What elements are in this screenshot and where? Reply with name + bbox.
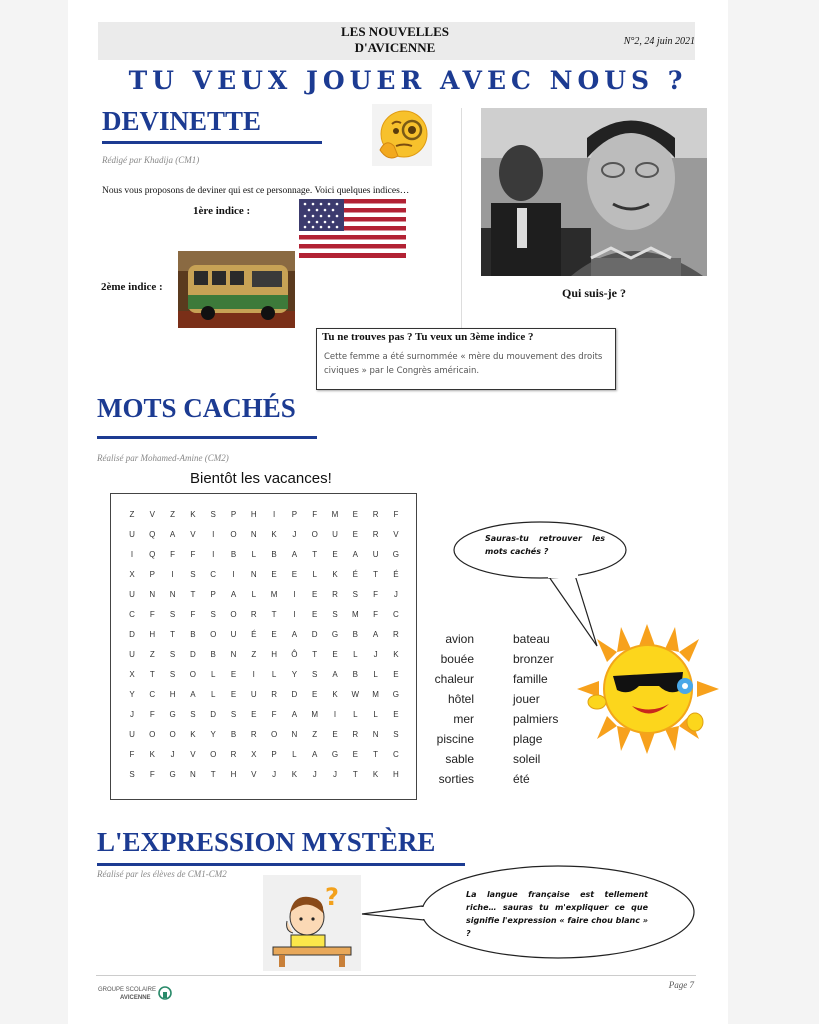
child-thinking-illustration bbox=[263, 875, 361, 971]
grid-letter: D bbox=[210, 710, 217, 719]
grid-letter: L bbox=[292, 750, 297, 759]
banner-title: TU VEUX JOUER AVEC NOUS ? bbox=[128, 66, 688, 95]
grid-letter: W bbox=[351, 690, 360, 699]
grid-letter: O bbox=[311, 530, 318, 539]
grid-letter: E bbox=[332, 730, 338, 739]
bubble-1-text: Sauras-tu retrouver les mots cachés ? bbox=[485, 534, 605, 556]
grid-letter: L bbox=[210, 670, 216, 679]
grid-letter: B bbox=[271, 550, 277, 559]
grid-letter: L bbox=[373, 670, 378, 679]
grid-letter: J bbox=[292, 530, 297, 539]
grid-letter: C bbox=[129, 610, 135, 619]
word-list-item: jouer bbox=[513, 692, 540, 706]
grid-letter: R bbox=[372, 510, 379, 519]
grid-letter: I bbox=[293, 590, 296, 599]
title-line-1: LES NOUVELLES bbox=[340, 24, 449, 39]
grid-letter: Z bbox=[149, 650, 155, 659]
word-list-item: hôtel bbox=[447, 692, 474, 706]
grid-letter: S bbox=[210, 610, 216, 619]
grid-letter: N bbox=[169, 590, 176, 599]
page-number: Page 7 bbox=[668, 980, 694, 990]
logo-line-2: AVICENNE bbox=[120, 995, 151, 1001]
grid-letter: L bbox=[353, 710, 358, 719]
grid-letter: O bbox=[189, 670, 196, 679]
grid-letter: K bbox=[332, 690, 338, 699]
grid-letter: L bbox=[271, 670, 277, 679]
devinette-byline: Rédigé par Khadija (CM1) bbox=[102, 155, 200, 165]
grid-letter: R bbox=[230, 750, 237, 759]
hint-1-label: 1ère indice : bbox=[193, 205, 251, 217]
grid-letter: S bbox=[332, 610, 338, 619]
grid-letter: H bbox=[149, 630, 156, 639]
grid-letter: U bbox=[129, 730, 135, 739]
grid-letter: U bbox=[372, 550, 379, 559]
word-search-letters bbox=[122, 510, 412, 790]
mots-caches-subtitle: Bientôt les vacances! bbox=[190, 470, 332, 487]
word-list-item: sable bbox=[445, 752, 474, 766]
grid-letter: N bbox=[291, 730, 298, 739]
grid-letter: E bbox=[312, 590, 318, 599]
grid-letter: O bbox=[270, 730, 278, 739]
grid-letter: S bbox=[312, 670, 318, 679]
grid-letter: U bbox=[129, 530, 135, 539]
grid-letter: F bbox=[312, 510, 318, 519]
word-list-item: sorties bbox=[438, 772, 474, 786]
grid-letter: U bbox=[332, 530, 338, 539]
grid-letter: G bbox=[331, 630, 339, 639]
grid-letter: T bbox=[149, 670, 155, 679]
footer-line bbox=[96, 975, 696, 976]
grid-letter: A bbox=[291, 710, 298, 719]
grid-letter: H bbox=[250, 510, 257, 519]
grid-letter: V bbox=[190, 750, 196, 759]
grid-letter: J bbox=[312, 770, 317, 779]
grid-letter: T bbox=[312, 650, 318, 659]
grid-letter: H bbox=[169, 690, 176, 699]
grid-letter: L bbox=[373, 710, 378, 719]
grid-letter: K bbox=[332, 570, 338, 579]
grid-letter: K bbox=[190, 510, 196, 519]
grid-letter: L bbox=[353, 650, 358, 659]
grid-letter: M bbox=[372, 690, 379, 699]
mots-caches-title: MOTS CACHÉS bbox=[97, 393, 296, 423]
grid-letter: V bbox=[251, 770, 257, 779]
grid-letter: K bbox=[372, 770, 379, 779]
logo-line-1: GROUPE SCOLAIRE bbox=[98, 987, 157, 993]
grid-letter: X bbox=[129, 570, 135, 579]
grid-letter: O bbox=[210, 630, 217, 639]
mots-caches-underline bbox=[97, 436, 317, 439]
grid-letter: F bbox=[170, 550, 176, 559]
grid-letter: Y bbox=[291, 670, 298, 679]
hint-2-label: 2ème indice : bbox=[101, 281, 163, 293]
grid-letter: F bbox=[149, 610, 155, 619]
grid-letter: O bbox=[230, 530, 237, 539]
grid-letter: J bbox=[130, 710, 134, 719]
grid-letter: T bbox=[352, 770, 358, 779]
grid-letter: I bbox=[333, 710, 337, 719]
mots-caches-byline: Réalisé par Mohamed-Amine (CM2) bbox=[97, 453, 229, 463]
grid-letter: Z bbox=[129, 510, 135, 519]
grid-letter: E bbox=[312, 690, 318, 699]
expression-byline: Réalisé par les élèves de CM1-CM2 bbox=[97, 869, 227, 879]
grid-letter: K bbox=[393, 650, 399, 659]
grid-letter: J bbox=[333, 770, 337, 779]
grid-letter: A bbox=[190, 690, 196, 699]
grid-letter: S bbox=[169, 610, 176, 619]
grid-letter: G bbox=[392, 550, 399, 559]
word-list-item: bateau bbox=[513, 632, 550, 646]
grid-letter: É bbox=[251, 630, 257, 639]
grid-letter: M bbox=[270, 590, 278, 599]
title-line-2: D'AVICENNE bbox=[354, 40, 436, 55]
grid-letter: N bbox=[372, 730, 379, 739]
grid-letter: F bbox=[190, 550, 196, 559]
grid-letter: B bbox=[230, 550, 237, 559]
grid-letter: T bbox=[312, 550, 318, 559]
sun-sunglasses-icon bbox=[577, 624, 719, 754]
grid-letter: C bbox=[393, 610, 399, 619]
word-list-item: avion bbox=[445, 632, 474, 646]
grid-letter: E bbox=[251, 710, 257, 719]
grid-letter: C bbox=[393, 750, 399, 759]
grid-letter: C bbox=[210, 570, 217, 579]
grid-letter: F bbox=[190, 610, 196, 619]
grid-letter: T bbox=[373, 750, 379, 759]
grid-letter: Y bbox=[129, 690, 135, 699]
grid-letter: F bbox=[129, 750, 135, 759]
grid-letter: P bbox=[149, 570, 155, 579]
grid-letter: M bbox=[331, 510, 339, 519]
grid-letter: D bbox=[129, 630, 135, 639]
grid-letter: I bbox=[130, 550, 134, 559]
grid-letter: H bbox=[230, 770, 237, 779]
grid-letter: X bbox=[251, 750, 257, 759]
grid-letter: M bbox=[351, 610, 359, 619]
grid-letter: R bbox=[372, 530, 379, 539]
newspaper-title bbox=[300, 24, 490, 56]
grid-letter: O bbox=[169, 730, 176, 739]
grid-letter: L bbox=[251, 590, 257, 599]
grid-letter: E bbox=[352, 750, 358, 759]
grid-letter: A bbox=[291, 550, 298, 559]
grid-letter: E bbox=[271, 570, 277, 579]
grid-letter: B bbox=[352, 670, 358, 679]
grid-letter: G bbox=[392, 690, 399, 699]
grid-letter: A bbox=[169, 530, 176, 539]
devinette-underline bbox=[102, 141, 322, 144]
grid-letter: I bbox=[212, 530, 215, 539]
grid-letter: U bbox=[250, 690, 257, 699]
bus-photo bbox=[178, 251, 295, 328]
grid-letter: V bbox=[149, 510, 155, 519]
expression-title: L'EXPRESSION MYSTÈRE bbox=[97, 827, 436, 857]
grid-letter: Z bbox=[312, 730, 318, 739]
word-list-item: plage bbox=[513, 732, 543, 746]
word-list-item: mer bbox=[453, 712, 474, 726]
grid-letter: J bbox=[170, 750, 175, 759]
us-flag-icon bbox=[299, 199, 406, 258]
grid-letter: G bbox=[331, 750, 339, 759]
grid-letter: A bbox=[352, 550, 358, 559]
grid-letter: T bbox=[170, 630, 176, 639]
school-logo bbox=[98, 986, 156, 1002]
grid-letter: Y bbox=[210, 730, 216, 739]
grid-letter: L bbox=[251, 550, 257, 559]
grid-letter: D bbox=[311, 630, 318, 639]
grid-letter: X bbox=[129, 670, 135, 679]
word-list-item: famille bbox=[513, 672, 548, 686]
grid-letter: A bbox=[230, 590, 237, 599]
grid-letter: O bbox=[230, 610, 237, 619]
word-list-item: été bbox=[513, 772, 530, 786]
grid-letter: F bbox=[149, 710, 155, 719]
mystery-person-photo bbox=[481, 108, 707, 276]
grid-letter: D bbox=[190, 650, 196, 659]
grid-letter: U bbox=[129, 590, 135, 599]
grid-letter: G bbox=[169, 770, 176, 779]
grid-letter: S bbox=[129, 770, 135, 779]
grid-letter: E bbox=[393, 670, 399, 679]
grid-letter: S bbox=[169, 670, 176, 679]
grid-letter: S bbox=[190, 710, 196, 719]
grid-letter: R bbox=[250, 610, 257, 619]
grid-letter: K bbox=[291, 770, 298, 779]
hint-3-title: Tu ne trouves pas ? Tu veux un 3ème indice ? bbox=[322, 331, 534, 343]
grid-letter: N bbox=[230, 650, 237, 659]
grid-letter: O bbox=[210, 750, 217, 759]
grid-letter: E bbox=[332, 650, 338, 659]
grid-letter: B bbox=[190, 630, 196, 639]
question-label: Qui suis-je ? bbox=[561, 286, 626, 300]
hint-3-text: Cette femme a été surnommée « mère du mouvement des droits civiques » par le Congrès américain. bbox=[324, 352, 603, 376]
grid-letter: M bbox=[311, 710, 319, 719]
issue-date: N°2, 24 juin 2021 bbox=[623, 36, 695, 47]
grid-letter: Z bbox=[170, 510, 176, 519]
grid-letter: J bbox=[272, 770, 277, 779]
grid-letter: A bbox=[291, 630, 298, 639]
grid-letter: F bbox=[373, 590, 379, 599]
grid-letter: E bbox=[352, 530, 358, 539]
grid-letter: V bbox=[393, 530, 399, 539]
grid-letter: B bbox=[210, 650, 216, 659]
grid-letter: R bbox=[332, 590, 338, 599]
word-list-item: piscine bbox=[436, 732, 474, 746]
grid-letter: A bbox=[332, 670, 338, 679]
grid-letter: S bbox=[230, 710, 237, 719]
grid-letter: P bbox=[291, 510, 298, 519]
grid-letter: R bbox=[250, 730, 257, 739]
grid-letter: I bbox=[212, 550, 215, 559]
grid-letter: J bbox=[373, 650, 378, 659]
grid-letter: I bbox=[171, 570, 174, 579]
grid-letter: K bbox=[271, 530, 277, 539]
grid-letter: H bbox=[271, 650, 277, 659]
grid-letter: E bbox=[312, 610, 318, 619]
grid-letter: I bbox=[252, 670, 255, 679]
grid-letter: É bbox=[393, 570, 399, 579]
grid-letter: S bbox=[190, 570, 196, 579]
grid-letter: S bbox=[210, 510, 216, 519]
word-list-item: palmiers bbox=[513, 712, 559, 726]
word-list-item: soleil bbox=[513, 752, 541, 766]
grid-letter: Q bbox=[149, 530, 156, 539]
devinette-title: DEVINETTE bbox=[102, 106, 262, 136]
grid-letter: F bbox=[373, 610, 379, 619]
grid-letter: F bbox=[149, 770, 155, 779]
grid-letter: T bbox=[373, 570, 379, 579]
grid-letter: P bbox=[271, 750, 277, 759]
grid-letter: R bbox=[393, 630, 399, 639]
grid-letter: I bbox=[272, 510, 276, 519]
grid-letter: D bbox=[291, 690, 298, 699]
grid-letter: K bbox=[149, 750, 155, 759]
thinking-face-icon bbox=[372, 104, 432, 166]
grid-letter: U bbox=[129, 650, 135, 659]
grid-letter: Q bbox=[149, 550, 156, 559]
grid-letter: E bbox=[230, 690, 237, 699]
grid-letter: E bbox=[230, 670, 237, 679]
grid-letter: I bbox=[293, 610, 296, 619]
grid-letter: É bbox=[352, 570, 358, 579]
grid-letter: F bbox=[393, 510, 399, 519]
grid-letter: L bbox=[312, 570, 317, 579]
grid-letter: G bbox=[169, 710, 176, 719]
grid-letter: S bbox=[352, 590, 358, 599]
grid-letter: E bbox=[332, 550, 338, 559]
grid-letter: N bbox=[250, 570, 257, 579]
grid-letter: S bbox=[169, 650, 176, 659]
grid-letter: T bbox=[210, 770, 216, 779]
grid-letter: A bbox=[372, 630, 379, 639]
grid-letter: U bbox=[230, 630, 237, 639]
devinette-intro: Nous vous proposons de deviner qui est ce personnage. Voici quelques indices… bbox=[102, 186, 410, 196]
grid-letter: B bbox=[230, 730, 237, 739]
grid-letter: E bbox=[352, 510, 358, 519]
word-list-item: bronzer bbox=[513, 652, 554, 666]
grid-letter: C bbox=[149, 690, 156, 699]
grid-letter: E bbox=[291, 570, 298, 579]
grid-letter: V bbox=[190, 530, 196, 539]
grid-letter: R bbox=[271, 690, 277, 699]
grid-letter: L bbox=[210, 690, 216, 699]
word-list-item: bouée bbox=[440, 652, 474, 666]
grid-letter: T bbox=[271, 610, 277, 619]
grid-letter: Ô bbox=[291, 650, 298, 659]
grid-letter: T bbox=[190, 590, 196, 599]
grid-letter: P bbox=[210, 590, 216, 599]
svg-text:?: ? bbox=[325, 883, 339, 911]
grid-letter: O bbox=[149, 730, 156, 739]
grid-letter: H bbox=[393, 770, 399, 779]
grid-letter: Z bbox=[251, 650, 257, 659]
school-logo-icon bbox=[158, 986, 172, 1000]
grid-letter: S bbox=[393, 730, 399, 739]
grid-letter: A bbox=[312, 750, 318, 759]
grid-letter: K bbox=[190, 730, 196, 739]
grid-letter: E bbox=[271, 630, 277, 639]
grid-letter: F bbox=[271, 710, 277, 719]
grid-letter: P bbox=[230, 510, 237, 519]
grid-letter: I bbox=[232, 570, 235, 579]
grid-letter: R bbox=[352, 730, 359, 739]
grid-letter: N bbox=[190, 770, 196, 779]
grid-letter: J bbox=[393, 590, 398, 599]
grid-letter: N bbox=[149, 590, 156, 599]
bubble-2-text: La langue française est tellement riche… sauras tu m'expliquer ce que signifie l'expression « faire chou blanc » ? bbox=[466, 890, 648, 938]
word-list-item: chaleur bbox=[434, 672, 474, 686]
grid-letter: B bbox=[352, 630, 358, 639]
grid-letter: E bbox=[393, 710, 399, 719]
grid-letter: N bbox=[250, 530, 257, 539]
